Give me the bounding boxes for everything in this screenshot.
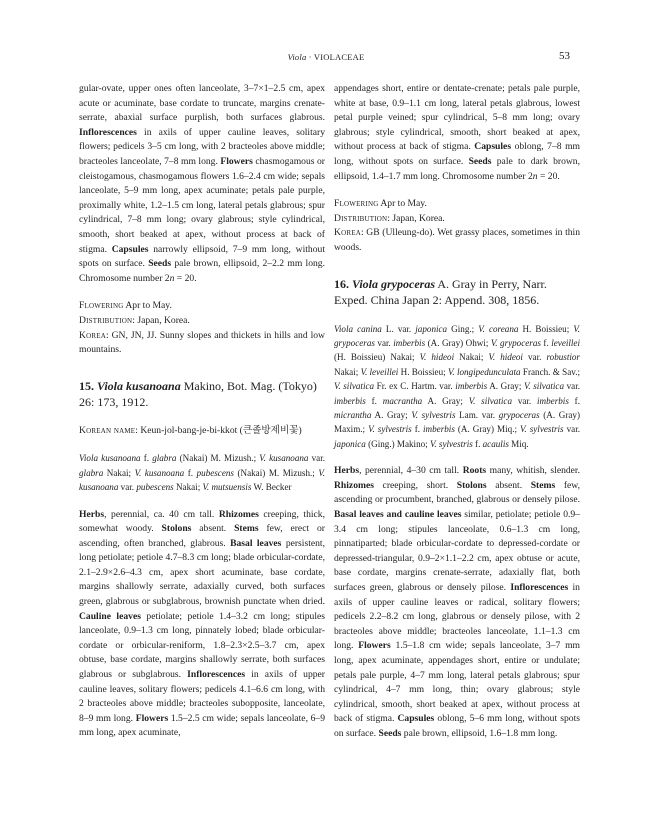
flowering-line [334,197,580,212]
syn: V. sylvestris [411,409,456,420]
syn: var. [308,453,326,464]
korea-line [334,226,580,255]
text: 1.5–2.5 cm wide; sepals lanceolate, 6–9 mm long, apex acuminate, [79,712,325,739]
syn: var. [563,424,581,435]
syn: glabra [152,453,177,464]
term-flowers: Flowers [358,640,391,652]
text: creeping, thick, somewhat woody. [79,508,325,535]
syn: V. silvatica [523,381,565,392]
syn: f. [184,467,197,478]
syn: L. var. [381,323,416,334]
korea-text: : GN, JN, JJ. Sunny slopes and thickets in hills and low mountains. [79,329,325,356]
text: absent. [486,479,531,491]
syn: var. [564,381,580,392]
syn: V. kusanoana [259,453,309,464]
syn: V. kusanoana [79,467,325,493]
syn: f. [140,453,153,464]
korean-name-label: Korean name [79,424,136,436]
syn: Nakai; [103,467,135,478]
syn: imberbis [423,424,455,435]
syn: V. hideoi [488,352,523,363]
text: gular-ovate, upper ones often lanceolate, 3–7×1–2.5 cm, apex acute or acuminate, base cordate to truncate, margins crenate-serrate, abaxial surface purplish, both surfaces glabrous. [79,83,325,124]
text: chasmogamous or cleistogamous, chasmogamous flowers 1.6–2.4 cm wide; sepals lanceolate, 5–9 mm long, apex acuminate; petals pale purple, proximally white, 1.2–1.5 cm long, lateral petals glabrous; spur cylindrical, 7–8 mm long; ovary glabrous; style cylindrical, smooth, short beaked at apex, without process at back of stigma. [79,155,325,255]
distribution-line [79,314,325,329]
chromosome-n: n [169,272,175,284]
description-paragraph [79,508,325,742]
running-head-family: · VIOLACEAE [306,52,365,62]
syn: V. kusanoana [134,467,185,478]
term-stems: Stems [530,479,556,491]
syn: V. hideoi [419,352,455,363]
text: few, erect or ascending, often branched, glabrous. [79,523,325,549]
syn: Nakai; [454,352,489,363]
syn: V. silvatica [334,381,375,392]
page-number: 53 [559,50,570,62]
syn: A. Gray; [487,381,524,392]
syn: V. grypoceras [334,323,580,348]
species-number: 16. [334,276,352,291]
chromosome-n: n [532,170,538,182]
running-head [0,52,652,62]
text: pale brown, ellipsoid, 2–2.2 mm long. Chromosome number 2 [79,258,325,284]
description-paragraph [334,464,580,741]
syn: f. [540,337,552,348]
description-continued [334,82,580,184]
korea-label: Korea [79,329,106,341]
term-capsules: Capsules [397,713,435,725]
syn: pubescens [196,467,234,478]
term-inflorescences: Inflorescences [79,126,137,138]
term-flowers: Flowers [135,712,169,724]
syn: var. [522,352,547,363]
term-inflorescences: Inflorescences [187,669,246,681]
distribution-label: Distribution [79,314,133,326]
syn: W. Becker [251,482,292,493]
species-binomial: Viola kusanoana [97,378,181,393]
syn: f. [411,424,424,435]
syn: Miq. [508,438,529,449]
text: pale to dark brown, ellipsoid, 1.4–1.7 mm long. Chromosome number 2 [334,155,580,182]
syn: V. longipedunculata [447,366,521,377]
term-stems: Stems [234,523,259,535]
distribution-line [334,212,580,227]
term-flowers: Flowers [220,155,253,167]
flowering-text: Apr to May. [378,198,427,210]
syn: f. [365,395,383,406]
right-column [334,82,580,741]
term-herbs: Herbs [334,465,360,477]
syn: leveillei [551,337,580,348]
syn: V. silvatica [468,395,512,406]
syn: micrantha [334,409,372,420]
syn: A. Gray; [371,409,412,420]
species-binomial: Viola grypoceras [352,276,435,291]
syn: Fr. ex C. Hartm. var. [374,381,456,392]
syn: var. [118,482,137,493]
syn: (A. Gray) Ohwi; [425,337,491,348]
text: oblong, 5–6 mm long, without spots on surface. [334,713,580,739]
synonymy [334,322,580,452]
term-basal-and-cauline-leaves: Basal leaves and cauline leaves [334,508,462,520]
term-stolons: Stolons [456,479,487,491]
flowering-text: Apr to May. [123,300,172,312]
syn: (A. Gray) Maxim.; [334,409,580,435]
term-inflorescences: Inflorescences [510,581,569,593]
syn: macrantha [382,395,423,406]
syn: japonica [334,438,366,449]
syn: var. [374,337,394,348]
species-citation: Makino, Bot. Mag. (Tokyo) 26: 173, 1912. [79,378,317,410]
species-heading-15 [79,378,325,411]
text: in axils of upper cauline leaves or radical, solitary flowers; pedicels 2.2–8.2 cm long, glabrous or densely pilose, with 2 bracteoles above middle; bracteoles lanceolate, 1.1–1.3 cm long. [334,581,580,652]
text: = 20. [537,170,560,182]
syn: V. mutsuensis [202,482,252,493]
syn: V. sylvestris [520,424,564,435]
syn: Lam. var. [455,409,499,420]
syn: H. Boissieu; [398,366,448,377]
term-basal-leaves: Basal leaves [230,537,282,549]
running-head-genus: Viola [287,52,307,62]
syn: Ging.; [447,323,479,334]
flowering-line [79,299,325,314]
syn: Viola canina [334,323,382,334]
korea-label: Korea [334,227,361,239]
term-capsules: Capsules [111,243,149,255]
term-herbs: Herbs [79,508,105,520]
korean-name-line [79,424,325,439]
text: creeping, short. [373,479,457,491]
syn: (Nakai) M. Mizush.; [176,453,260,464]
text: pale brown, ellipsoid, 1.6–1.8 mm long. [401,727,558,739]
syn: imberbis [537,395,569,406]
syn: glabra [79,467,104,478]
text: narrowly ellipsoid, 7–9 mm long, without spots on surface. [79,243,325,270]
syn: Nakai; [334,366,361,377]
left-column [79,82,325,741]
korea-line [79,329,325,358]
species-citation: A. Gray in Perry, Narr. Exped. China Japan 2: Append. 308, 1856. [334,276,547,308]
term-seeds: Seeds [148,258,172,270]
syn: Viola kusanoana [79,453,141,464]
syn: japonica [415,323,448,334]
syn: A. Gray; [422,395,469,406]
term-rhizomes: Rhizomes [218,508,259,520]
syn: f. [568,395,580,406]
synonymy [79,451,325,494]
korean-name-text: : Keun-jol-bang-je-bi-kkot (큰졸방제비꽃) [135,424,302,436]
syn: acaulis [482,438,509,449]
syn: f. [472,438,483,449]
text: appendages short, entire or dentate-crenate; petals pale purple, white at base, 0.9–1.1 cm long, lateral petals glabrous, lowest petal purple veined; spur cylindrical, 5–8 mm long; ovary glabrous; style cylindrical, smooth, short beaked at apex, without process at back of stigma. [334,83,580,153]
syn: (A. Gray) Miq.; [454,424,521,435]
text: , perennial, ca. 40 cm tall. [104,508,219,520]
distribution-text: : Japan, Korea. [387,212,445,224]
syn: var. [512,395,538,406]
syn: imberbis [455,381,488,392]
syn: imberbis [334,395,366,406]
syn: Nakai; [173,482,203,493]
term-seeds: Seeds [378,727,402,739]
term-roots: Roots [462,465,487,477]
text: persistent, long petiolate; petiole 4.7–8.3 cm long; blade orbicular-cordate, 2.1–2.9×2.6–4.3 cm, apex short acuminate, base cordate, margins shallowly serrate, adaxially curved, both surfaces green, glabrous or subglabrous, brownish punctate when dried. [79,537,325,608]
syn: H. Boissieu; [518,323,574,334]
flowering-label: Flowering [79,300,124,312]
text: , perennial, 4–30 cm tall. [359,465,463,477]
text: oblong, 7–8 mm long, without spots on surface. [334,141,581,167]
text: in axils of upper cauline leaves, solitary flowers; pedicels 4.1–6.6 cm long, with 2 bracteoles above middle; bracteoles subopposite, lanceolate, 8–9 mm long. [79,669,325,724]
text: absent. [191,523,235,535]
text: petiolate; petiole 1.4–3.2 cm long; stipules lanceolate, 0.9–1.3 cm long, pinnately lobed; blade orbicular-cordate or orbicular-reniform, 1.8–2.3×2.5–3.7 cm, apex obtuse, base cordate, margins shallowly serrate, both surfaces glabrous or subglabrous. [79,610,325,681]
syn: V. sylvestris [368,424,412,435]
text: = 20. [174,272,197,284]
syn: V. sylvestris [429,438,473,449]
syn: grypoceras [498,409,540,420]
term-cauline-leaves: Cauline leaves [79,610,141,622]
distribution-label: Distribution [334,212,388,224]
flowering-label: Flowering [334,198,379,210]
text: few, ascending or procumbent, branched, glabrous or densely pilose. [334,479,580,506]
term-seeds: Seeds [468,155,492,167]
description-continued [79,82,325,286]
syn: (Ging.) Makino; [365,438,430,449]
korea-text: : GB (Ulleung-do). Wet grassy places, sometimes in thin woods. [334,227,580,253]
text: 1.5–1.8 cm wide; sepals lanceolate, 3–7 mm long, apex acuminate, appendages short, entire or undulate; petals pale purple, 4–7 mm long, lateral petals glabrous; spur cylindrical, 4–7 mm long, thin; ovary glabrous; style cylindrical, smooth, short beaked at apex, without process at back of stigma. [334,640,580,725]
term-stolons: Stolons [161,523,192,535]
species-heading-16 [334,276,580,309]
syn: V. coreana [478,323,519,334]
syn: robustior [546,352,580,363]
syn: V. grypoceras [490,337,541,348]
syn: imberbis [393,337,426,348]
distribution-text: : Japan, Korea. [132,314,190,326]
syn: V. leveillei [360,366,399,377]
text: in axils of upper cauline leaves, solitary flowers; pedicels 3–5 cm long, with 2 bracteoles above middle; bracteoles lanceolate, 7–8 mm long. [79,126,325,167]
text: many, whitish, slender. [486,465,580,477]
term-capsules: Capsules [474,141,512,153]
syn: (H. Boissieu) Nakai; [334,352,420,363]
term-rhizomes: Rhizomes [334,479,374,491]
syn: Franch. & Sav.; [520,366,580,377]
text: similar, petiolate; petiole 0.9–3.4 cm long; stipules lanceolate, 0.6–1.3 cm long, pinnatiparted; blade orbicular-cordate to depressed-cordate or depressed-triangular, 0.9–2×1.1–2.2 cm, apex obtuse or acute, base cordate, margins crenate-serrate, adaxially flat, both surfaces green, glabrous or densely pilose. [334,508,580,593]
species-number: 15. [79,378,97,393]
syn: pubescens [136,482,174,493]
syn: (Nakai) M. Mizush.; [233,467,319,478]
